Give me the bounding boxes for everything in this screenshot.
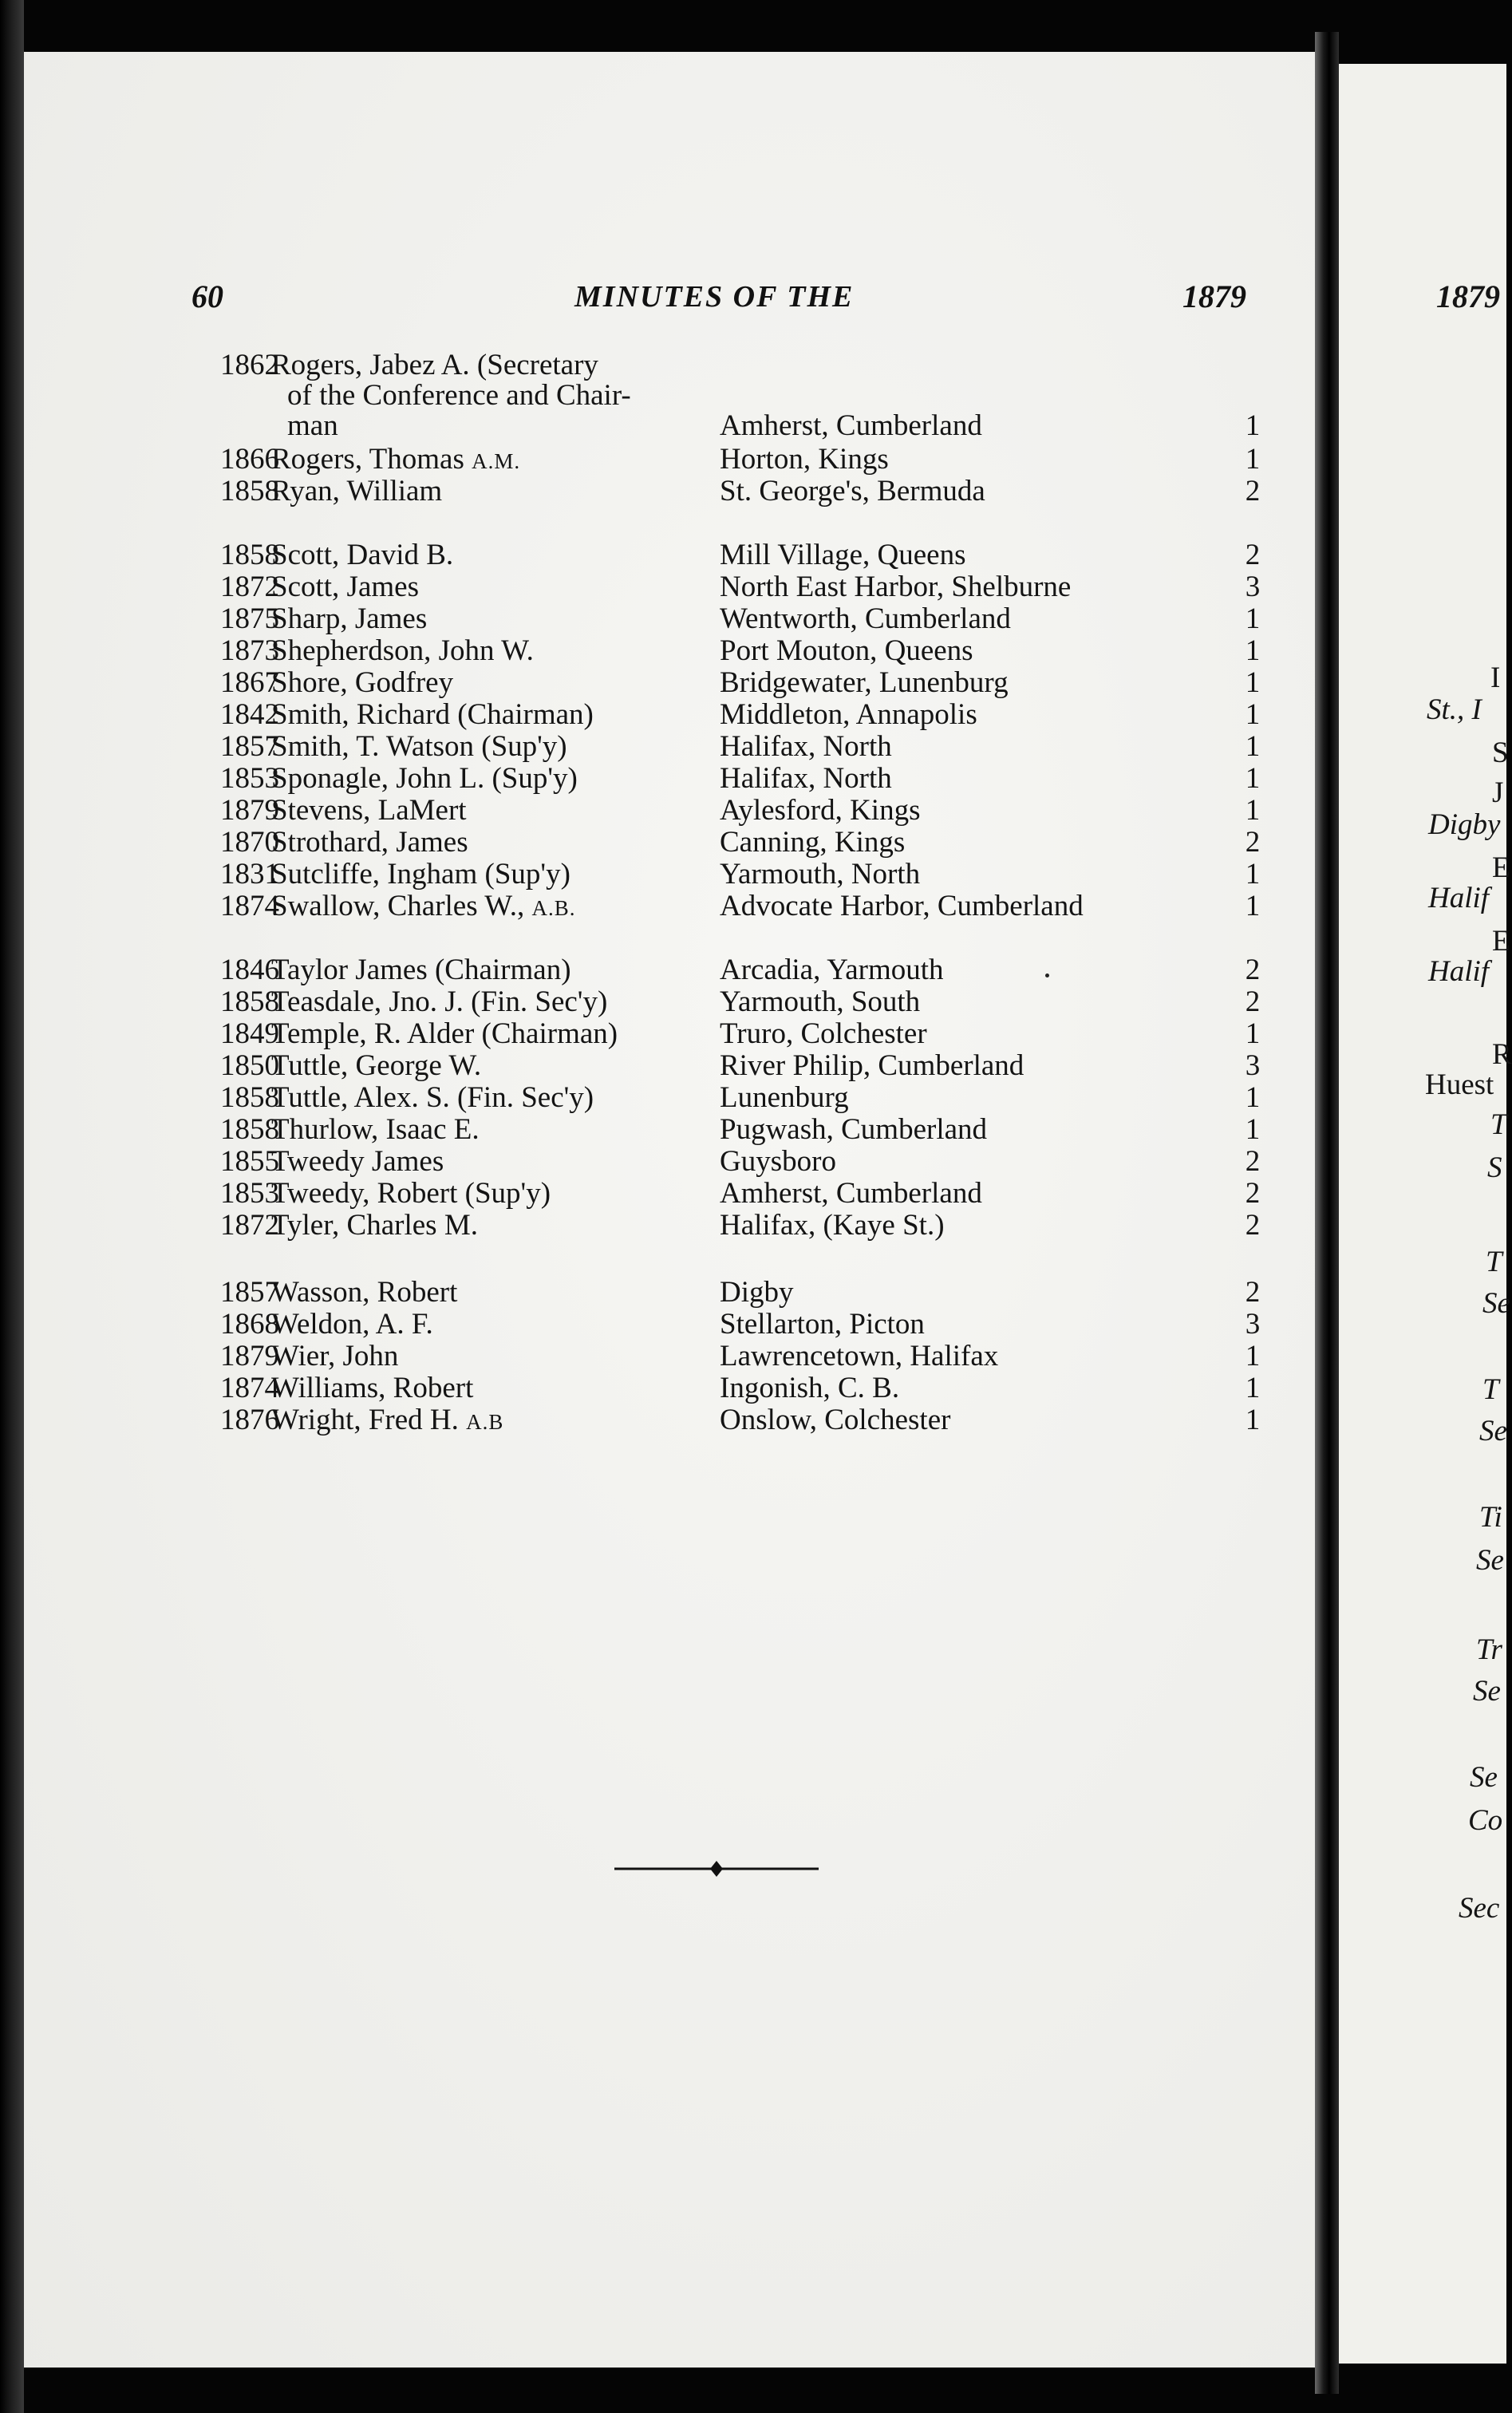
entry-circuit: Amherst, Cumberland: [720, 409, 982, 442]
entry-year: 1858: [220, 1113, 279, 1146]
entry-name: Sponagle, John L. (Sup'y): [271, 762, 578, 795]
entry-years-count: 3: [1245, 1308, 1261, 1341]
entry-years-count: 2: [1245, 539, 1261, 571]
entry-circuit: Ingonish, C. B.: [720, 1372, 900, 1404]
page-number: 60: [191, 278, 223, 314]
entry-row: [24, 763, 1315, 795]
entry-name-continued: of the Conference and Chair-: [287, 379, 631, 412]
right-fragment: T: [1482, 1373, 1499, 1406]
entry-row: [24, 571, 1315, 603]
entry-circuit: Lunenburg: [720, 1081, 849, 1114]
entry-circuit: Halifax, North: [720, 762, 892, 795]
entry-name: Smith, Richard (Chairman): [271, 698, 594, 731]
entry-row: [24, 635, 1315, 667]
entry-years-count: 1: [1245, 409, 1261, 442]
right-header-year: 1879: [1436, 278, 1500, 314]
entry-name: Thurlow, Isaac E.: [271, 1113, 480, 1146]
entry-years-count: 1: [1245, 762, 1261, 795]
entry-years-count: 3: [1245, 1049, 1261, 1082]
entry-years-count: 2: [1245, 954, 1261, 986]
running-title: MINUTES OF THE: [574, 280, 855, 314]
entry-row: [24, 476, 1315, 507]
entry-row: [24, 1050, 1315, 1082]
entry-year: 1850: [220, 1049, 279, 1082]
entry-circuit: Halifax, (Kaye St.): [720, 1209, 945, 1242]
entry-year: 1853: [220, 1177, 279, 1210]
entry-year: 1858: [220, 1081, 279, 1114]
right-fragment: T: [1486, 1246, 1502, 1278]
entry-year: 1870: [220, 826, 279, 859]
entry-circuit: Bridgewater, Lunenburg: [720, 666, 1009, 699]
entry-row: [24, 444, 1315, 476]
entry-name: Temple, R. Alder (Chairman): [271, 1017, 618, 1050]
page-header: [24, 278, 1315, 318]
entry-circuit: Canning, Kings: [720, 826, 906, 859]
entry-name: Shepherdson, John W.: [271, 634, 534, 667]
entry-year: 1879: [220, 1340, 279, 1372]
entry-row: [24, 1018, 1315, 1050]
entry-year: 1868: [220, 1308, 279, 1341]
entry-row: [24, 603, 1315, 635]
entry-circuit: Horton, Kings: [720, 443, 889, 476]
right-fragment: Se: [1470, 1761, 1498, 1794]
entry-circuit: River Philip, Cumberland: [720, 1049, 1024, 1082]
entry-circuit: Stellarton, Picton: [720, 1308, 925, 1341]
entry-name: Strothard, James: [271, 826, 468, 859]
entry-year: 1876: [220, 1404, 279, 1436]
entry-circuit: Pugwash, Cumberland: [720, 1113, 988, 1146]
entry-circuit: Amherst, Cumberland: [720, 1177, 982, 1210]
right-fragment: R: [1492, 1038, 1512, 1071]
entry-name: Scott, David B.: [271, 539, 454, 571]
scan-border-left: [0, 0, 24, 2413]
entry-name: Smith, T. Watson (Sup'y): [271, 730, 567, 763]
entry-name: Tuttle, Alex. S. (Fin. Sec'y): [271, 1081, 594, 1114]
entry-years-count: 1: [1245, 1113, 1261, 1146]
entry-name: Ryan, William: [271, 475, 443, 507]
right-fragment: I: [1490, 662, 1501, 694]
entry-year: 1858: [220, 985, 279, 1018]
right-fragment: S: [1487, 1151, 1502, 1184]
right-page-text: [1339, 0, 1512, 2413]
right-fragment: E: [1492, 925, 1510, 958]
entry-years-count: 1: [1245, 794, 1261, 827]
entry-years-count: 2: [1245, 1145, 1261, 1178]
entry-row: [24, 954, 1315, 986]
right-fragment: T: [1490, 1108, 1507, 1141]
entry-circuit: St. George's, Bermuda: [720, 475, 985, 507]
entry-years-count: 1: [1245, 1340, 1261, 1372]
entry-degree: A.M.: [472, 449, 521, 473]
entry-name-text: Rogers, Thomas: [271, 443, 472, 476]
right-fragment: Halif: [1428, 882, 1490, 914]
entry-circuit: Yarmouth, North: [720, 858, 921, 891]
entry-years-count: 2: [1245, 985, 1261, 1018]
entry-name: Tweedy James: [271, 1145, 444, 1178]
entry-year: 1853: [220, 762, 279, 795]
right-fragment: Co: [1468, 1804, 1503, 1837]
entry-row-continued: [24, 410, 1315, 442]
entry-year: 1857: [220, 1276, 279, 1309]
entry-years-count: 1: [1245, 730, 1261, 763]
entry-name: [271, 891, 576, 924]
right-fragment: Huest: [1425, 1068, 1494, 1101]
entry-circuit: Port Mouton, Queens: [720, 634, 973, 667]
entry-row: [24, 1114, 1315, 1146]
entry-circuit: Digby: [720, 1276, 794, 1309]
entry-name: Teasdale, Jno. J. (Fin. Sec'y): [271, 985, 608, 1018]
entry-row: [24, 1277, 1315, 1309]
entry-name: Sutcliffe, Ingham (Sup'y): [271, 858, 570, 891]
entry-circuit: Yarmouth, South: [720, 985, 921, 1018]
entry-years-count: 1: [1245, 858, 1261, 891]
entry-circuit: Halifax, North: [720, 730, 892, 763]
entry-year: 1862: [220, 349, 279, 381]
entry-name: Shore, Godfrey: [271, 666, 454, 699]
entry-name: Weldon, A. F.: [271, 1308, 433, 1341]
entry-circuit: Arcadia, Yarmouth: [720, 954, 944, 986]
entry-years-count: 2: [1245, 1209, 1261, 1242]
entry-degree: A.B.: [531, 896, 576, 920]
entry-row: [24, 731, 1315, 763]
entry-circuit: Truro, Colchester: [720, 1017, 927, 1050]
entry-row: [24, 699, 1315, 731]
entry-name: Wasson, Robert: [271, 1276, 458, 1309]
entry-circuit: Aylesford, Kings: [720, 794, 921, 827]
entry-years-count: 1: [1245, 698, 1261, 731]
entry-name: Sharp, James: [271, 602, 428, 635]
entry-circuit: Advocate Harbor, Cumberland: [720, 890, 1084, 922]
entry-name: Rogers, Jabez A. (Secretary: [271, 349, 598, 381]
ink-speck: [1045, 973, 1049, 977]
entry-year: 1879: [220, 794, 279, 827]
entry-year: 1842: [220, 698, 279, 731]
entry-name: Wier, John: [271, 1340, 399, 1372]
entry-circuit: Onslow, Colchester: [720, 1404, 951, 1436]
entry-name: Taylor James (Chairman): [271, 954, 571, 986]
right-fragment: Sec: [1459, 1892, 1500, 1925]
entry-row: [24, 986, 1315, 1018]
entry-circuit: Wentworth, Cumberland: [720, 602, 1011, 635]
entry-years-count: 2: [1245, 1177, 1261, 1210]
entry-name: Tuttle, George W.: [271, 1049, 482, 1082]
right-fragment: E: [1492, 851, 1510, 884]
entry-name-text: Swallow, Charles W.,: [271, 890, 532, 922]
entry-row: [24, 350, 1315, 381]
right-fragment: Digby: [1428, 808, 1501, 841]
right-fragment: Ti: [1479, 1501, 1502, 1534]
entry-row: [24, 667, 1315, 699]
entry-name: Stevens, LaMert: [271, 794, 467, 827]
entry-name-text: Wright, Fred H.: [271, 1404, 467, 1436]
entry-year: 1874: [220, 1372, 279, 1404]
entry-circuit: Lawrencetown, Halifax: [720, 1340, 999, 1372]
right-fragment: S: [1492, 737, 1509, 769]
entry-degree: A.B: [466, 1410, 504, 1434]
entry-years-count: 1: [1245, 634, 1261, 667]
entry-row: [24, 859, 1315, 891]
entry-year: 1872: [220, 571, 279, 603]
entry-year: 1857: [220, 730, 279, 763]
entry-name: Williams, Robert: [271, 1372, 474, 1404]
book-gutter: [1315, 32, 1339, 2394]
entry-circuit: North East Harbor, Shelburne: [720, 571, 1072, 603]
right-fragment: Se: [1476, 1544, 1504, 1577]
entry-year: 1855: [220, 1145, 279, 1178]
right-fragment: Se: [1473, 1675, 1501, 1708]
entry-circuit: Mill Village, Queens: [720, 539, 966, 571]
ornamental-rule: [614, 1861, 819, 1877]
entry-row: [24, 1178, 1315, 1210]
right-fragment: Tr: [1476, 1633, 1502, 1666]
entry-row: [24, 1341, 1315, 1372]
entry-circuit: Middleton, Annapolis: [720, 698, 977, 731]
right-fragment: St., I: [1427, 693, 1482, 726]
entry-years-count: 1: [1245, 890, 1261, 922]
entry-year: 1874: [220, 890, 279, 922]
entry-year: 1866: [220, 443, 279, 476]
entry-row: [24, 891, 1315, 922]
entry-name: [271, 1404, 503, 1438]
header-year: 1879: [1182, 278, 1246, 314]
entry-row: [24, 1146, 1315, 1178]
entry-year: 1875: [220, 602, 279, 635]
entry-row: [24, 827, 1315, 859]
right-fragment: Halif: [1428, 955, 1490, 988]
entry-name: Tyler, Charles M.: [271, 1209, 478, 1242]
entry-row: [24, 1372, 1315, 1404]
entry-name: Tweedy, Robert (Sup'y): [271, 1177, 551, 1210]
entry-year: 1873: [220, 634, 279, 667]
entry-year: 1858: [220, 475, 279, 507]
entry-years-count: 1: [1245, 666, 1261, 699]
entry-year: 1846: [220, 954, 279, 986]
entry-row-continued: [24, 380, 1315, 412]
entry-year: 1867: [220, 666, 279, 699]
right-fragment: J: [1492, 776, 1504, 809]
entry-row: [24, 539, 1315, 571]
entry-row: [24, 1082, 1315, 1114]
entry-name-continued: man: [287, 409, 338, 442]
entry-row: [24, 795, 1315, 827]
right-fragment: Se: [1479, 1415, 1507, 1447]
entry-years-count: 1: [1245, 1372, 1261, 1404]
entry-years-count: 1: [1245, 1404, 1261, 1436]
entry-row: [24, 1210, 1315, 1242]
entry-circuit: Guysboro: [720, 1145, 836, 1178]
entry-years-count: 2: [1245, 1276, 1261, 1309]
entry-row: [24, 1404, 1315, 1436]
entry-year: 1858: [220, 539, 279, 571]
entry-years-count: 1: [1245, 1017, 1261, 1050]
entry-year: 1831: [220, 858, 279, 891]
right-fragment: Se: [1482, 1287, 1510, 1320]
entry-years-count: 1: [1245, 443, 1261, 476]
entry-row: [24, 1309, 1315, 1341]
entry-name: [271, 444, 520, 477]
entry-year: 1849: [220, 1017, 279, 1050]
entry-year: 1872: [220, 1209, 279, 1242]
entry-years-count: 2: [1245, 826, 1261, 859]
entry-years-count: 2: [1245, 475, 1261, 507]
entry-years-count: 1: [1245, 1081, 1261, 1114]
entry-name: Scott, James: [271, 571, 419, 603]
entry-years-count: 1: [1245, 602, 1261, 635]
entry-years-count: 3: [1245, 571, 1261, 603]
